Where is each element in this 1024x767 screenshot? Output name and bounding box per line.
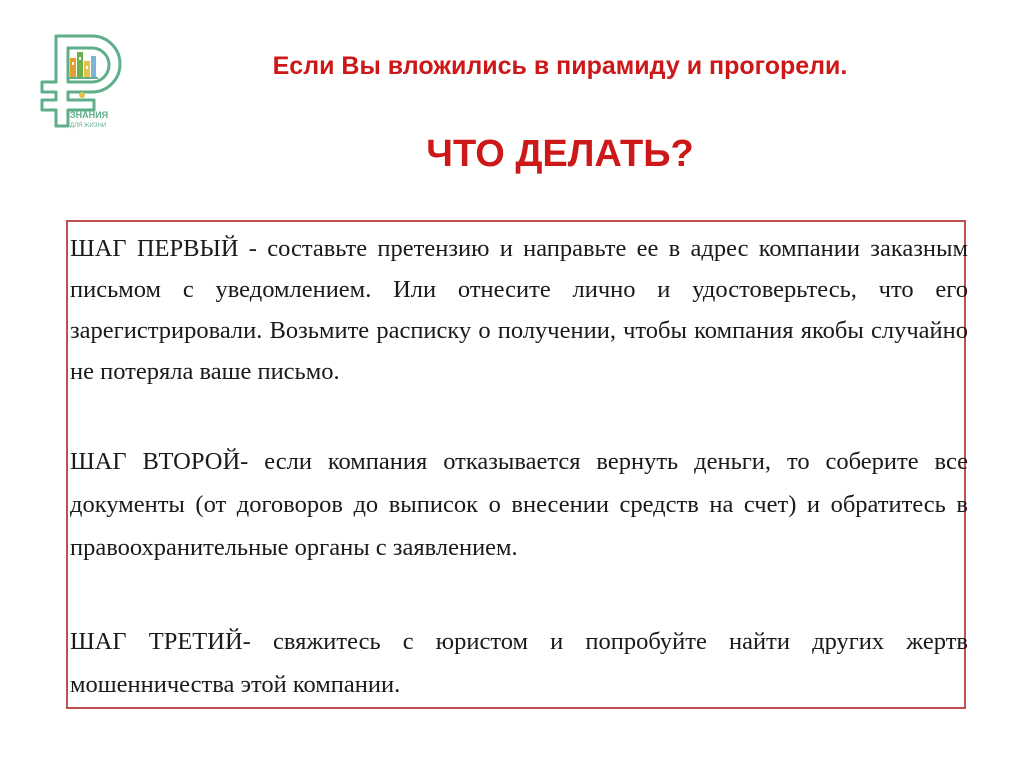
logo-caption-2: ДЛЯ ЖИЗНИ	[70, 123, 107, 129]
step-first: ШАГ ПЕРВЫЙ - составьте претензию и направьте ее в адрес компании заказным письмом с уведомлением. Или отнесите лично и удостоверьтесь, что его зарегистрировали. Возьмите расписку о получении, чтобы компания якобы случайно не потеряла ваше письмо.	[70, 235, 968, 385]
logo-caption-1: ЗНАНИЯ	[70, 110, 109, 120]
ruble-logo-icon	[34, 28, 134, 132]
logo	[34, 28, 134, 132]
page-subtitle: ЧТО ДЕЛАТЬ?	[426, 133, 694, 175]
step-third: ШАГ ТРЕТИЙ- свяжитесь с юристом и попробуйте найти других жертв мошенничества этой компании.	[70, 628, 968, 698]
page-title: Если Вы вложились в пирамиду и прогорели.	[272, 52, 848, 80]
step-second: ШАГ ВТОРОЙ- если компания отказывается вернуть деньги, то соберите все документы (от договоров до выписок о внесении средств на счет) и обратитесь в правоохранительные органы с заявлением.	[70, 448, 968, 561]
steps-box	[66, 220, 966, 709]
